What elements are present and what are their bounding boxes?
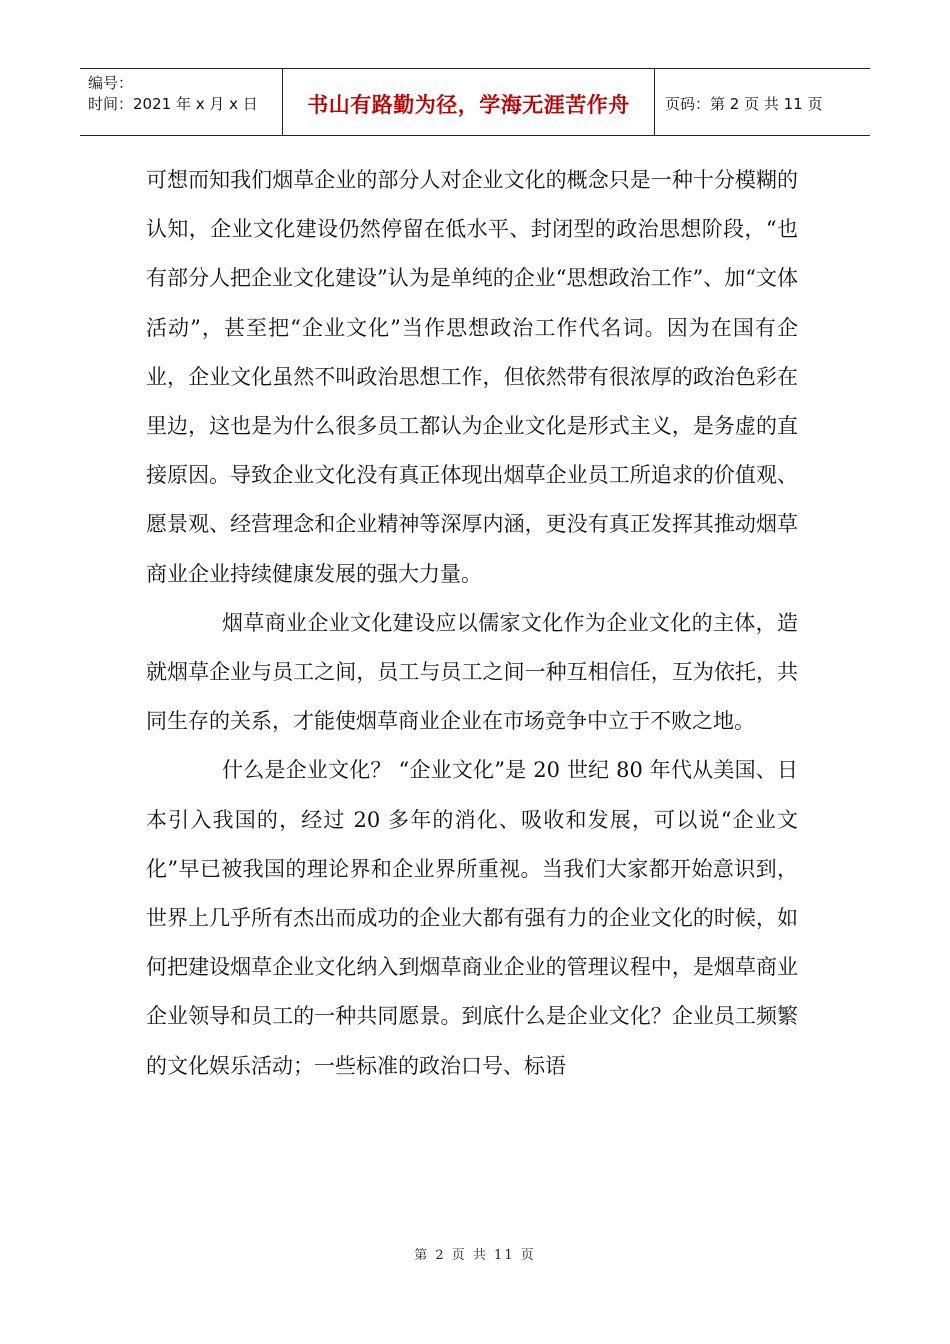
page-header bbox=[80, 68, 870, 136]
header-motto: 书山有路勤为径，学海无涯苦作舟 bbox=[283, 69, 655, 135]
paragraph-3: 什么是企业文化？ “企业文化”是 20 世纪 80 年代从美国、日本引入我国的，经过 20 多年的消化、吸收和发展，可以说“企业文化”早已被我国的理论界和企业界所重视。当我们大家都开始意识到，世界上几乎所有杰出而成功的企业大都有强有力的企业文化的时候，如何把建设烟草企业文化纳入到烟草商业企业的管理议程中，是烟草商业企业领导和员工的一种共同愿景。到底什么是企业文化？企业员工频繁的文化娱乐活动；一些标准的政治口号、标语 bbox=[146, 758, 798, 1078]
document-body bbox=[146, 156, 798, 1091]
page-footer: 第 2 页 共 11 页 bbox=[414, 1248, 536, 1263]
header-meta bbox=[80, 69, 283, 135]
document-code-label: 编号： bbox=[88, 74, 134, 92]
header-page-info: 页码：第 2 页 共 11 页 bbox=[665, 94, 823, 113]
paragraph-1: 可想而知我们烟草企业的部分人对企业文化的概念只是一种十分模糊的认知，企业文化建设仍然停留在低水平、封闭型的政治思想阶段，“也有部分人把企业文化建设”认为是单纯的企业“思想政治工作”、加“文体活动”，甚至把“企业文化”当作思想政治工作代名词。因为在国有企业，企业文化虽然不叫政治思想工作，但依然带有很浓厚的政治色彩在里边，这也是为什么很多员工都认为企业文化是形式主义，是务虚的直接原因。导致企业文化没有真正体现出烟草企业员工所追求的价值观、愿景观、经营理念和企业精神等深厚内涵，更没有真正发挥其推动烟草商业企业持续健康发展的强大力量。 bbox=[146, 168, 798, 586]
paragraph-2: 烟草商业企业文化建设应以儒家文化作为企业文化的主体，造就烟草企业与员工之间，员工与员工之间一种互相信任，互为依托，共同生存的关系，才能使烟草商业企业在市场竞争中立于不败之地。 bbox=[146, 610, 798, 734]
document-time-label: 时间：2021 年 x 月 x 日 bbox=[88, 95, 258, 113]
